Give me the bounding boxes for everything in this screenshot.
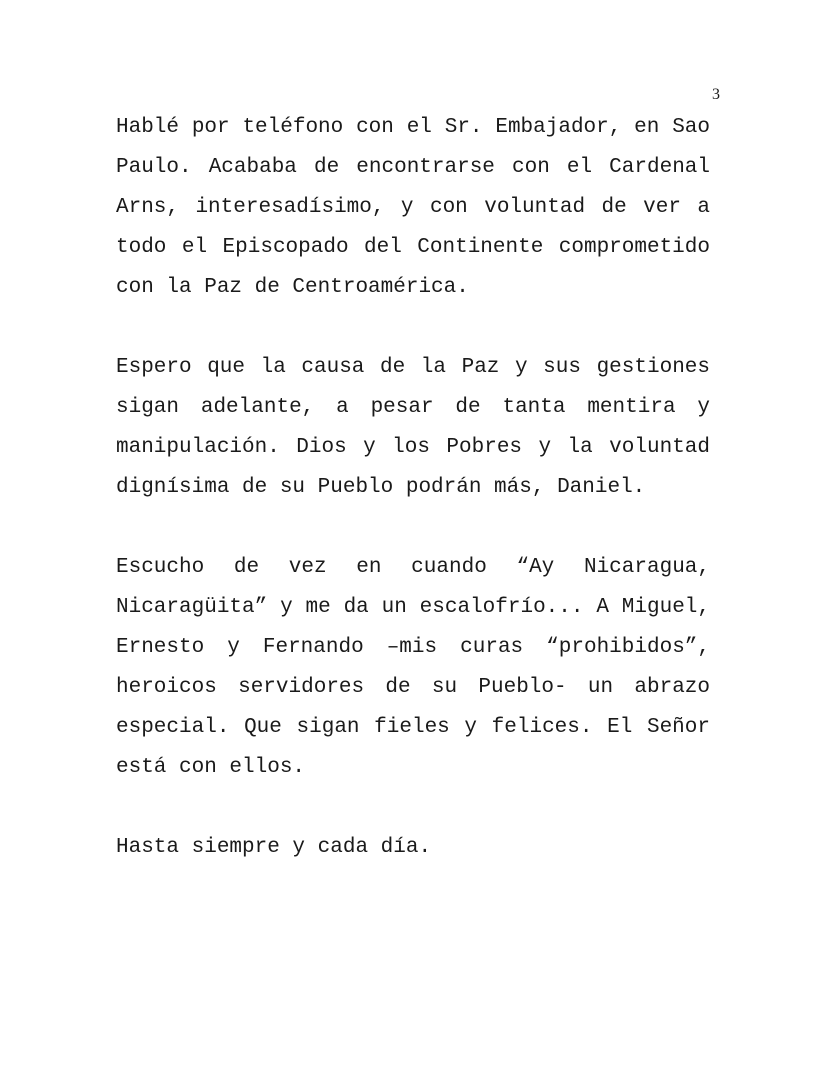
letter-body — [116, 108, 710, 868]
page-number: 3 — [712, 86, 720, 103]
paragraph-embajador: Hablé por teléfono con el Sr. Embajador, en Sao Paulo. Acababa de encontrarse con el Cardenal Arns, interesadísimo, y con voluntad de ver a todo el Episcopado del Continente comprometido con la Paz de Centroamérica. — [116, 116, 710, 299]
paragraph-nicaragua: Escucho de vez en cuando “Ay Nicaragua, Nicaragüita” y me da un escalofrío... A Miguel, Ernesto y Fernando –mis curas “prohibidos”, heroicos servidores de su Pueblo- un abrazo especial. Que sigan fieles y felices. El Señor está con ellos. — [116, 556, 710, 779]
paragraph-causa-paz: Espero que la causa de la Paz y sus gestiones sigan adelante, a pesar de tanta mentira y manipulación. Dios y los Pobres y la voluntad dignísima de su Pueblo podrán más, Daniel. — [116, 356, 710, 499]
paragraph-despedida: Hasta siempre y cada día. — [116, 836, 432, 859]
